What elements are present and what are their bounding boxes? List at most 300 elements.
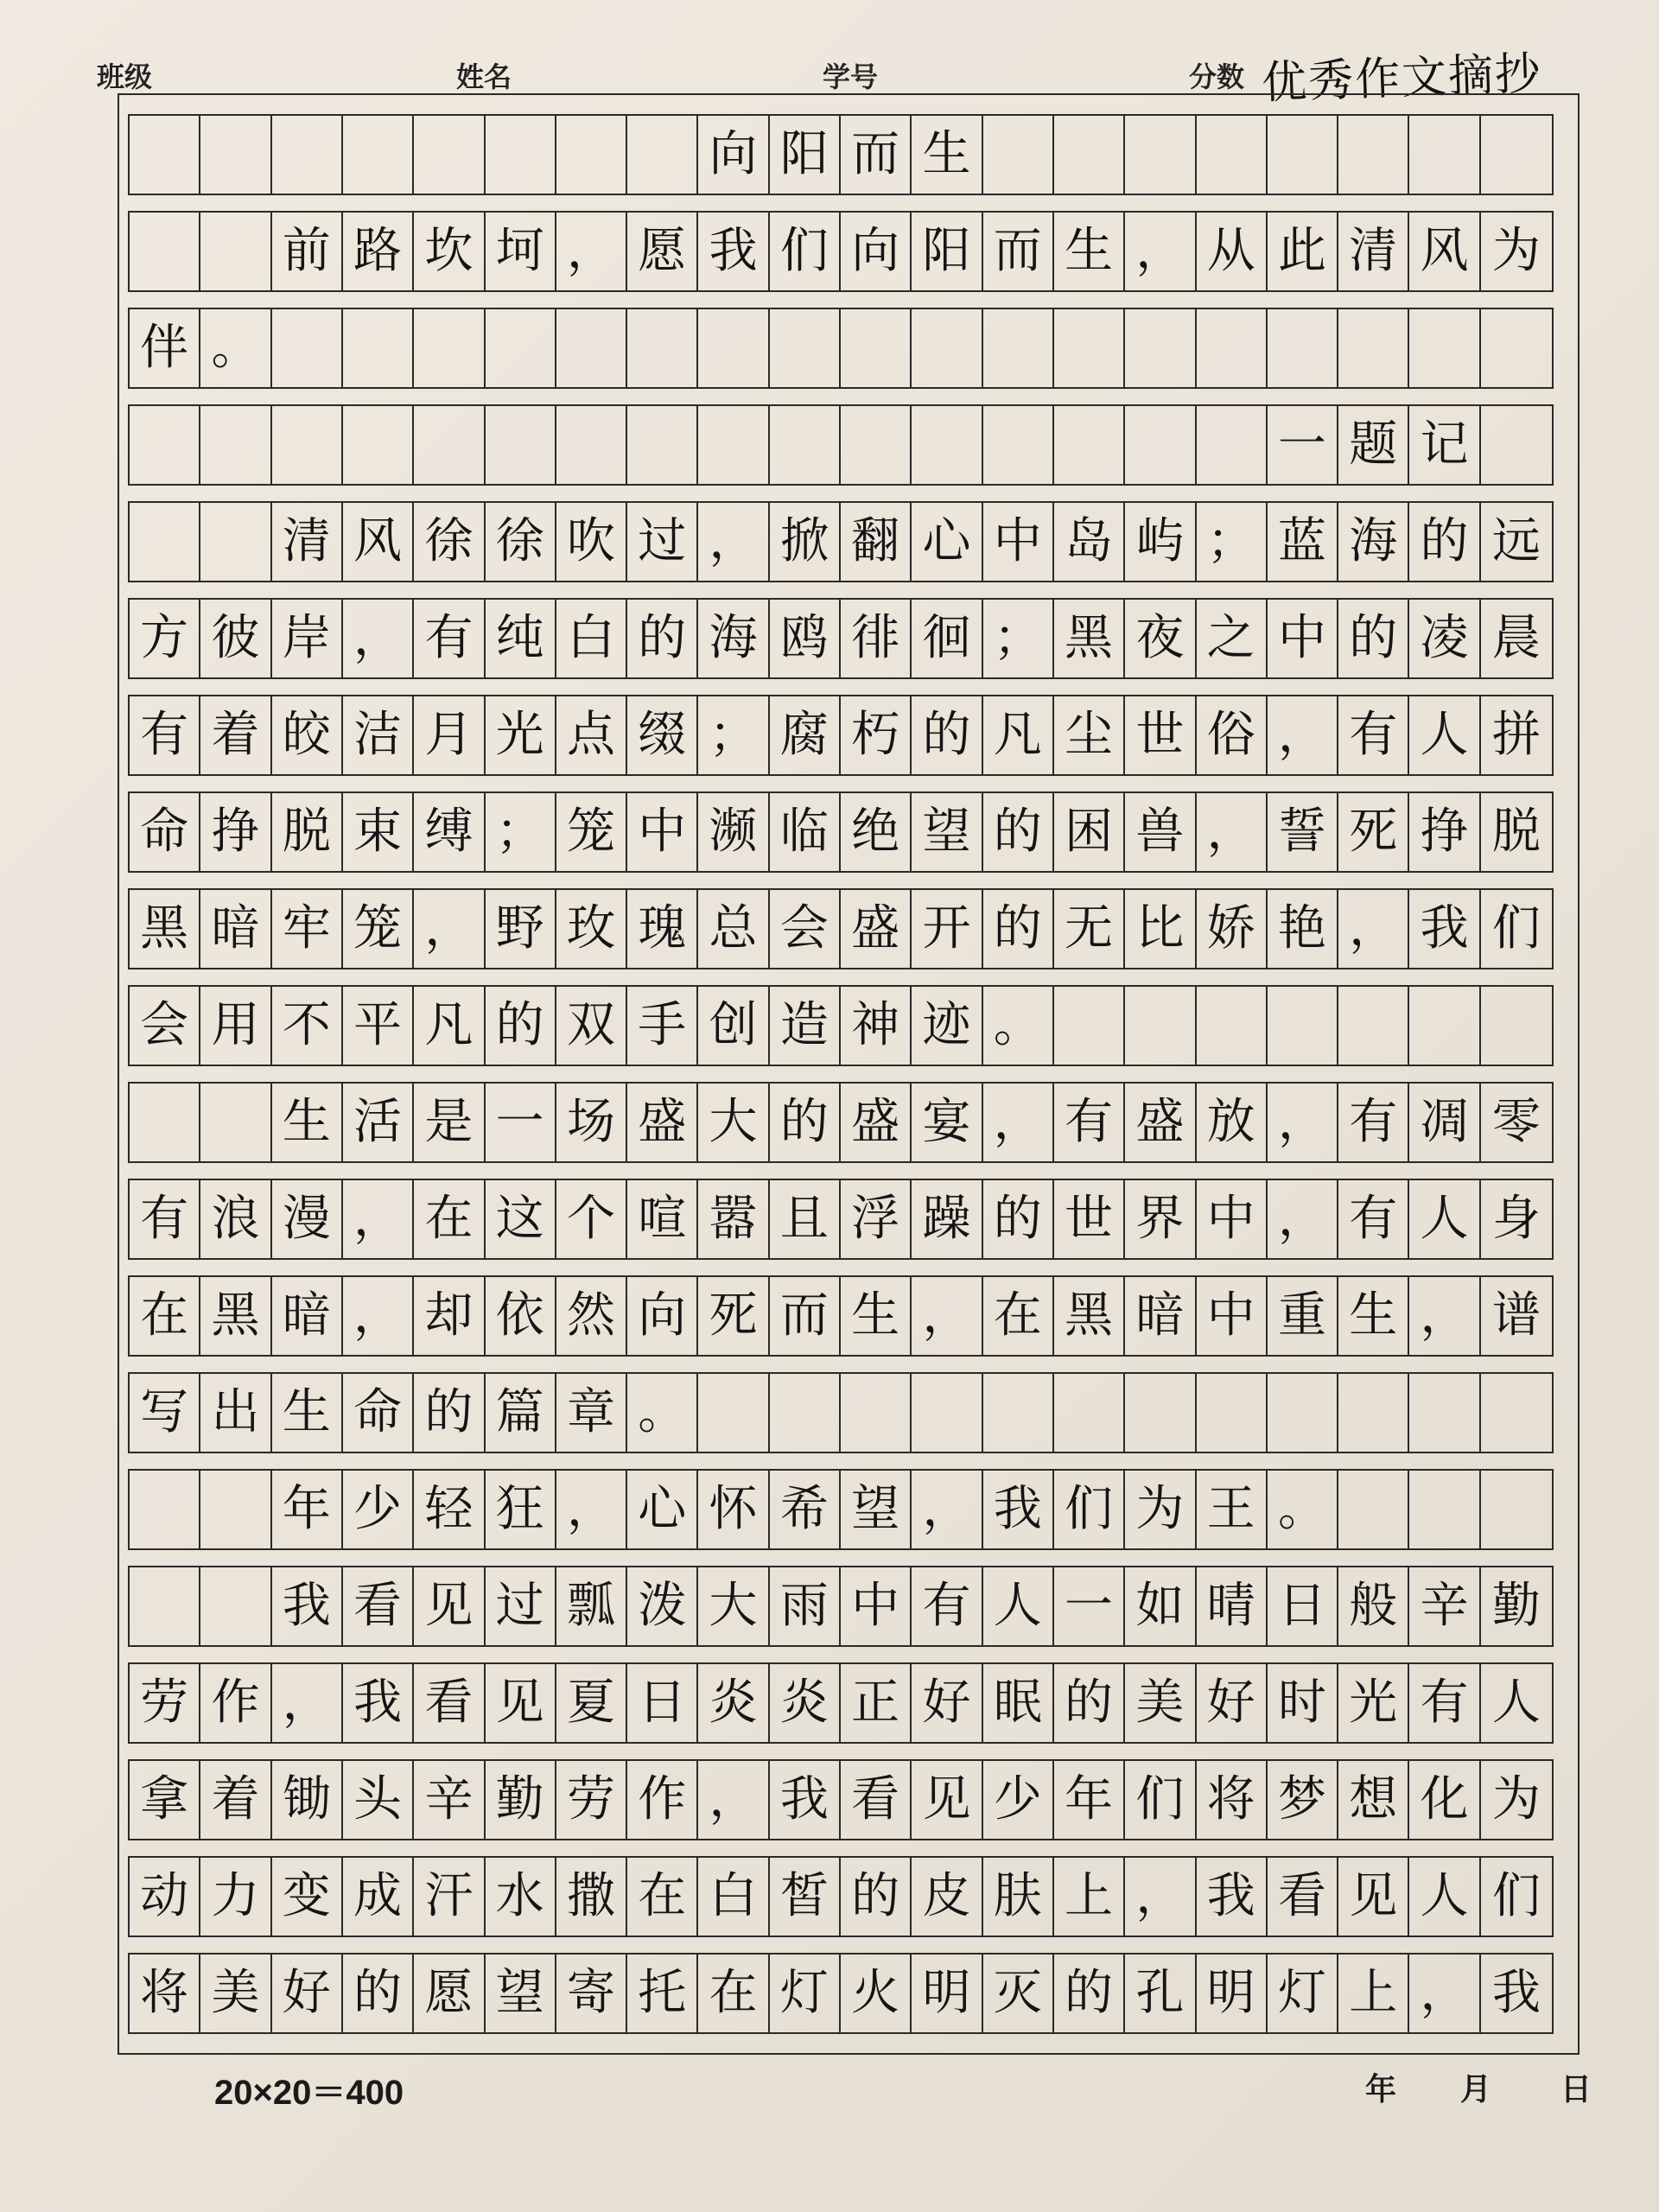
grid-cell: 我 <box>698 213 769 290</box>
grid-cell: 洁 <box>343 696 414 774</box>
grid-cell: ， <box>1409 1955 1480 2032</box>
grid-cell: 生 <box>912 116 982 194</box>
grid-cell: 。 <box>627 1374 698 1452</box>
grid-cell: 向 <box>698 116 769 194</box>
grid-cell: 王 <box>1197 1471 1268 1548</box>
grid-cell: 向 <box>627 1277 698 1355</box>
grid-cell: 远 <box>1491 513 1541 569</box>
grid-cell: 拿 <box>130 1761 200 1839</box>
grid-cell <box>1125 1374 1196 1452</box>
grid-cell <box>1338 1374 1409 1452</box>
grid-cell: 鸥 <box>770 600 841 677</box>
grid-cell: 黑 <box>1054 600 1125 677</box>
grid-cell: 岛 <box>1054 503 1125 581</box>
grid-cell <box>1409 1374 1480 1452</box>
grid-cell: 尘 <box>1054 696 1125 774</box>
grid-cell <box>698 309 769 387</box>
grid-cell: 美 <box>200 1955 271 2032</box>
grid-cell <box>1125 116 1196 194</box>
grid-cell: 眠 <box>983 1664 1054 1742</box>
grid-cell: 希 <box>770 1471 841 1548</box>
grid-cell: 勤 <box>486 1761 556 1839</box>
grid-cell: 皮 <box>912 1858 982 1936</box>
grid-cell: 临 <box>770 793 841 871</box>
grid-row <box>128 308 1554 389</box>
grid-cell: 孔 <box>1125 1955 1196 2032</box>
grid-row <box>128 1469 1554 1550</box>
grid-cell: 看 <box>343 1567 414 1645</box>
grid-cell <box>627 116 698 194</box>
grid-cell: 将 <box>130 1955 200 2032</box>
name-label: 姓名 <box>456 61 512 92</box>
grid-cell: 火 <box>841 1955 912 2032</box>
grid-cell <box>983 1374 1054 1452</box>
grid-cell: 兽 <box>1125 793 1196 871</box>
grid-cell: 少 <box>343 1471 414 1548</box>
grid-cell: 濒 <box>698 793 769 871</box>
grid-cell: 海 <box>1338 503 1409 581</box>
grid-cell: 皎 <box>272 696 343 774</box>
grid-cell: 朽 <box>841 696 912 774</box>
grid-cell: ， <box>272 1664 343 1742</box>
grid-row <box>128 1372 1554 1453</box>
grid-cell: ， <box>698 503 769 581</box>
grid-cell: 誓 <box>1268 793 1338 871</box>
grid-cell: 写 <box>130 1374 200 1452</box>
grid-cell: 如 <box>1125 1567 1196 1645</box>
grid-cell: 比 <box>1125 890 1196 968</box>
grid-cell: 们 <box>1491 900 1541 957</box>
grid-cell: 梦 <box>1268 1761 1338 1839</box>
grid-cell: 前 <box>272 213 343 290</box>
grid-cell: 阳 <box>770 116 841 194</box>
grid-cell: 躁 <box>912 1180 982 1258</box>
grid-cell: 中 <box>627 793 698 871</box>
grid-cell: 坷 <box>486 213 556 290</box>
grid-cell: 夜 <box>1125 600 1196 677</box>
grid-cell: 有 <box>414 600 485 677</box>
grid-cell: 人 <box>1409 1858 1480 1936</box>
grid-cell: 笼 <box>343 890 414 968</box>
grid-cell: ， <box>414 890 485 968</box>
grid-cell: 世 <box>1125 696 1196 774</box>
grid-cell <box>1125 309 1196 387</box>
grid-cell <box>1268 116 1338 194</box>
grid-row <box>128 211 1554 292</box>
grid-cell: 浪 <box>200 1180 271 1258</box>
grid-cell <box>1481 406 1552 484</box>
grid-cell: 屿 <box>1125 503 1196 581</box>
grid-cell <box>556 116 627 194</box>
grid-cell: 上 <box>1054 1858 1125 1936</box>
grid-cell: 晴 <box>1197 1567 1268 1645</box>
grid-cell: ； <box>486 793 556 871</box>
grid-cell: 总 <box>698 890 769 968</box>
grid-cell: 在 <box>414 1180 485 1258</box>
grid-cell <box>1481 309 1552 387</box>
student-id-label: 学号 <box>823 61 879 92</box>
grid-cell: 中 <box>1268 600 1338 677</box>
grid-cell: 的 <box>983 793 1054 871</box>
grid-cell: 点 <box>556 696 627 774</box>
grid-cell: 年 <box>1054 1761 1125 1839</box>
grid-cell: 成 <box>343 1858 414 1936</box>
grid-cell: 笼 <box>556 793 627 871</box>
grid-cell: 向 <box>841 213 912 290</box>
grid-cell: ， <box>698 1761 769 1839</box>
grid-cell: 平 <box>343 987 414 1065</box>
grid-cell <box>556 406 627 484</box>
grid-cell <box>1409 987 1480 1065</box>
grid-cell: 死 <box>1338 793 1409 871</box>
grid-cell: 喧 <box>627 1180 698 1258</box>
grid-cell: 中 <box>983 503 1054 581</box>
grid-cell: 坎 <box>414 213 485 290</box>
grid-cell: 大 <box>698 1567 769 1645</box>
grid-cell: 为 <box>1125 1471 1196 1548</box>
grid-cell: 一 <box>1054 1567 1125 1645</box>
grid-cell: 记 <box>1409 406 1480 484</box>
grid-cell <box>200 1567 271 1645</box>
grid-cell: 出 <box>200 1374 271 1452</box>
grid-cell: 望 <box>486 1955 556 2032</box>
grid-cell: 界 <box>1125 1180 1196 1258</box>
grid-cell: 嚣 <box>698 1180 769 1258</box>
grid-cell: 有 <box>130 1180 200 1258</box>
grid-cell: ， <box>556 1471 627 1548</box>
grid-cell <box>912 406 982 484</box>
grid-cell: 个 <box>556 1180 627 1258</box>
grid-cell <box>200 1084 271 1161</box>
grid-cell: 有 <box>1054 1084 1125 1161</box>
grid-row <box>128 114 1554 195</box>
grid-row <box>128 791 1554 873</box>
grid-cell: 生 <box>1338 1277 1409 1355</box>
grid-cell: 有 <box>912 1567 982 1645</box>
grid-cell: 将 <box>1197 1761 1268 1839</box>
grid-cell: 谱 <box>1491 1287 1541 1344</box>
grid-cell <box>983 116 1054 194</box>
grid-cell <box>912 309 982 387</box>
grid-cell <box>770 406 841 484</box>
grid-cell <box>1054 309 1125 387</box>
grid-row <box>128 1856 1554 1937</box>
grid-cell: 心 <box>912 503 982 581</box>
grid-cell: 的 <box>627 600 698 677</box>
grid-cell: 的 <box>841 1858 912 1936</box>
grid-cell: 锄 <box>272 1761 343 1839</box>
grid-cell: 清 <box>1338 213 1409 290</box>
grid-cell: 汗 <box>414 1858 485 1936</box>
grid-cell: ， <box>1409 1277 1480 1355</box>
grid-cell: 生 <box>272 1084 343 1161</box>
grid-cell: 的 <box>343 1955 414 2032</box>
grid-cell <box>1197 987 1268 1065</box>
grid-cell: 的 <box>1054 1664 1125 1742</box>
grid-cell: 我 <box>1491 1965 1541 2021</box>
grid-cell <box>983 406 1054 484</box>
grid-cell: 般 <box>1338 1567 1409 1645</box>
grid-cell: 的 <box>983 890 1054 968</box>
grid-cell <box>1197 1374 1268 1452</box>
grid-cell <box>486 116 556 194</box>
grid-cell: 。 <box>200 309 271 387</box>
grid-cell: 双 <box>556 987 627 1065</box>
grid-cell: 有 <box>1338 1084 1409 1161</box>
grid-row <box>128 1566 1554 1647</box>
grid-cell: 腐 <box>770 696 841 774</box>
grid-cell: 艳 <box>1268 890 1338 968</box>
grid-cell <box>130 1567 200 1645</box>
grid-cell: 撒 <box>556 1858 627 1936</box>
grid-cell: ， <box>556 213 627 290</box>
grid-cell: 命 <box>343 1374 414 1452</box>
grid-cell: 们 <box>1125 1761 1196 1839</box>
grid-cell: 黑 <box>200 1277 271 1355</box>
grid-cell: 掀 <box>770 503 841 581</box>
grid-cell: 而 <box>983 213 1054 290</box>
grid-cell: 人 <box>1491 1675 1541 1731</box>
grid-cell: 年 <box>272 1471 343 1548</box>
grid-cell: 白 <box>698 1858 769 1936</box>
grid-cell: 黑 <box>130 890 200 968</box>
grid-cell: 暗 <box>200 890 271 968</box>
grid-cell: 世 <box>1054 1180 1125 1258</box>
grid-cell: 之 <box>1197 600 1268 677</box>
grid-cell: ； <box>1197 503 1268 581</box>
grid-cell: 明 <box>1197 1955 1268 2032</box>
grid-row <box>128 985 1554 1066</box>
grid-cell <box>1197 116 1268 194</box>
grid-cell: 看 <box>841 1761 912 1839</box>
grid-cell: 无 <box>1054 890 1125 968</box>
grid-cell: ， <box>343 1180 414 1258</box>
grid-cell <box>200 406 271 484</box>
grid-cell <box>1481 1471 1552 1548</box>
grid-cell: 神 <box>841 987 912 1065</box>
grid-cell: 变 <box>272 1858 343 1936</box>
grid-cell: 命 <box>130 793 200 871</box>
grid-cell: 愿 <box>414 1955 485 2032</box>
grid-cell: ， <box>1125 213 1196 290</box>
grid-cell: 牢 <box>272 890 343 968</box>
grid-cell: 时 <box>1268 1664 1338 1742</box>
grid-row <box>128 1275 1554 1357</box>
grid-cell: 中 <box>1197 1180 1268 1258</box>
grid-cell: 缀 <box>627 696 698 774</box>
grid-cell: 见 <box>1338 1858 1409 1936</box>
grid-cell: 寄 <box>556 1955 627 2032</box>
grid-cell: 见 <box>486 1664 556 1742</box>
grid-cell: 怀 <box>698 1471 769 1548</box>
grid-cell <box>1125 406 1196 484</box>
grid-cell: 好 <box>912 1664 982 1742</box>
grid-cell <box>1197 406 1268 484</box>
grid-cell: 盛 <box>841 890 912 968</box>
grid-cell <box>1197 309 1268 387</box>
grid-cell: 会 <box>130 987 200 1065</box>
grid-cell: ， <box>1125 1858 1196 1936</box>
grid-cell <box>272 309 343 387</box>
grid-cell: 我 <box>272 1567 343 1645</box>
grid-cell: 白 <box>556 600 627 677</box>
grid-row <box>128 1082 1554 1163</box>
grid-cell: 不 <box>272 987 343 1065</box>
grid-cell: 翻 <box>841 503 912 581</box>
grid-cell: 人 <box>1409 1180 1480 1258</box>
grid-cell <box>1054 116 1125 194</box>
grid-cell: 场 <box>556 1084 627 1161</box>
grid-cell: ， <box>1197 793 1268 871</box>
grid-cell: ， <box>1268 1180 1338 1258</box>
grid-cell: 的 <box>414 1374 485 1452</box>
grid-cell: 凋 <box>1409 1084 1480 1161</box>
grid-cell: 在 <box>130 1277 200 1355</box>
grid-cell: 见 <box>912 1761 982 1839</box>
grid-cell <box>200 1471 271 1548</box>
grid-cell: 化 <box>1409 1761 1480 1839</box>
grid-cell: 过 <box>627 503 698 581</box>
grid-cell: ， <box>343 1277 414 1355</box>
grid-row <box>128 1662 1554 1744</box>
grid-cell: 望 <box>841 1471 912 1548</box>
grid-cell: 托 <box>627 1955 698 2032</box>
grid-cell: 在 <box>983 1277 1054 1355</box>
grid-cell <box>414 116 485 194</box>
grid-cell: 凌 <box>1409 600 1480 677</box>
grid-cell: 我 <box>770 1761 841 1839</box>
grid-cell <box>698 1374 769 1452</box>
grid-cell: 创 <box>698 987 769 1065</box>
grid-cell: 炎 <box>698 1664 769 1742</box>
grid-cell: ， <box>1268 1084 1338 1161</box>
grid-cell: 日 <box>1268 1567 1338 1645</box>
grid-cell: 这 <box>486 1180 556 1258</box>
grid-cell <box>343 116 414 194</box>
grid-cell: 愿 <box>627 213 698 290</box>
grid-cell: 有 <box>1338 1180 1409 1258</box>
grid-cell: 蓝 <box>1268 503 1338 581</box>
grid-cell: 有 <box>130 696 200 774</box>
grid-cell <box>698 406 769 484</box>
grid-cell: 阳 <box>912 213 982 290</box>
grid-cell: 想 <box>1338 1761 1409 1839</box>
grid-cell: 晨 <box>1491 610 1541 666</box>
grid-cell: 章 <box>556 1374 627 1452</box>
grid-cell: 脱 <box>1491 804 1541 860</box>
grid-cell: 凡 <box>983 696 1054 774</box>
grid-cell: 俗 <box>1197 696 1268 774</box>
grid-cell: 上 <box>1338 1955 1409 2032</box>
grid-cell <box>200 116 271 194</box>
grid-cell: 瑰 <box>627 890 698 968</box>
grid-cell: 好 <box>1197 1664 1268 1742</box>
grid-cell: 们 <box>770 213 841 290</box>
grid-cell: 暗 <box>1125 1277 1196 1355</box>
grid-cell <box>130 116 200 194</box>
grid-cell: 心 <box>627 1471 698 1548</box>
grid-cell: 瓢 <box>556 1567 627 1645</box>
grid-cell: 夏 <box>556 1664 627 1742</box>
score-label: 分数 <box>1189 61 1245 92</box>
grid-cell: 绝 <box>841 793 912 871</box>
grid-cell: 会 <box>770 890 841 968</box>
grid-cell: 美 <box>1125 1664 1196 1742</box>
grid-row <box>128 404 1554 486</box>
grid-cell: ， <box>1338 890 1409 968</box>
grid-row <box>128 598 1554 679</box>
grid-cell: 着 <box>200 1761 271 1839</box>
grid-cell: ， <box>1268 696 1338 774</box>
grid-cell: 劳 <box>556 1761 627 1839</box>
grid-cell <box>1125 987 1196 1065</box>
grid-row <box>128 888 1554 969</box>
grid-cell: 我 <box>1409 890 1480 968</box>
grid-cell: 狂 <box>486 1471 556 1548</box>
grid-cell: 黑 <box>1054 1277 1125 1355</box>
grid-cell: 而 <box>770 1277 841 1355</box>
grid-cell: 题 <box>1338 406 1409 484</box>
grid-cell <box>130 1471 200 1548</box>
class-label: 班级 <box>97 61 153 92</box>
grid-row <box>128 1179 1554 1260</box>
grid-cell: 作 <box>627 1761 698 1839</box>
grid-cell <box>1268 1374 1338 1452</box>
grid-cell <box>1481 987 1552 1065</box>
grid-cell: 然 <box>556 1277 627 1355</box>
grid-row <box>128 1759 1554 1840</box>
grid-cell: 水 <box>486 1858 556 1936</box>
grid-cell: 伴 <box>130 309 200 387</box>
grid-cell <box>841 406 912 484</box>
grid-cell: 少 <box>983 1761 1054 1839</box>
grid-cell: 轻 <box>414 1471 485 1548</box>
month-label: 月 <box>1460 2071 1492 2107</box>
grid-cell: 清 <box>272 503 343 581</box>
grid-cell <box>1338 116 1409 194</box>
grid-cell: 重 <box>1268 1277 1338 1355</box>
grid-cell: 的 <box>1409 503 1480 581</box>
grid-cell <box>627 406 698 484</box>
grid-cell: 缚 <box>414 793 485 871</box>
grid-cell: 浮 <box>841 1180 912 1258</box>
grid-cell: ； <box>983 600 1054 677</box>
grid-cell: 风 <box>343 503 414 581</box>
grid-cell: 我 <box>983 1471 1054 1548</box>
grid-cell: 拼 <box>1491 707 1541 763</box>
grid-cell: 依 <box>486 1277 556 1355</box>
grid-cell <box>556 309 627 387</box>
grid-cell: 徐 <box>486 503 556 581</box>
grid-cell: 手 <box>627 987 698 1065</box>
grid-cell: 为 <box>1491 1771 1541 1827</box>
grid-cell: 望 <box>912 793 982 871</box>
grid-cell: 的 <box>486 987 556 1065</box>
grid-cell: 篇 <box>486 1374 556 1452</box>
grid-cell: 身 <box>1491 1191 1541 1247</box>
grid-cell: 是 <box>414 1084 485 1161</box>
grid-cell: ， <box>343 600 414 677</box>
grid-cell: 脱 <box>272 793 343 871</box>
grid-cell: 海 <box>698 600 769 677</box>
grid-cell: 玫 <box>556 890 627 968</box>
grid-cell: 零 <box>1491 1094 1541 1150</box>
grid-cell: 正 <box>841 1664 912 1742</box>
grid-cell: 好 <box>272 1955 343 2032</box>
grid-cell <box>486 309 556 387</box>
grid-cell: 却 <box>414 1277 485 1355</box>
grid-cell: 放 <box>1197 1084 1268 1161</box>
